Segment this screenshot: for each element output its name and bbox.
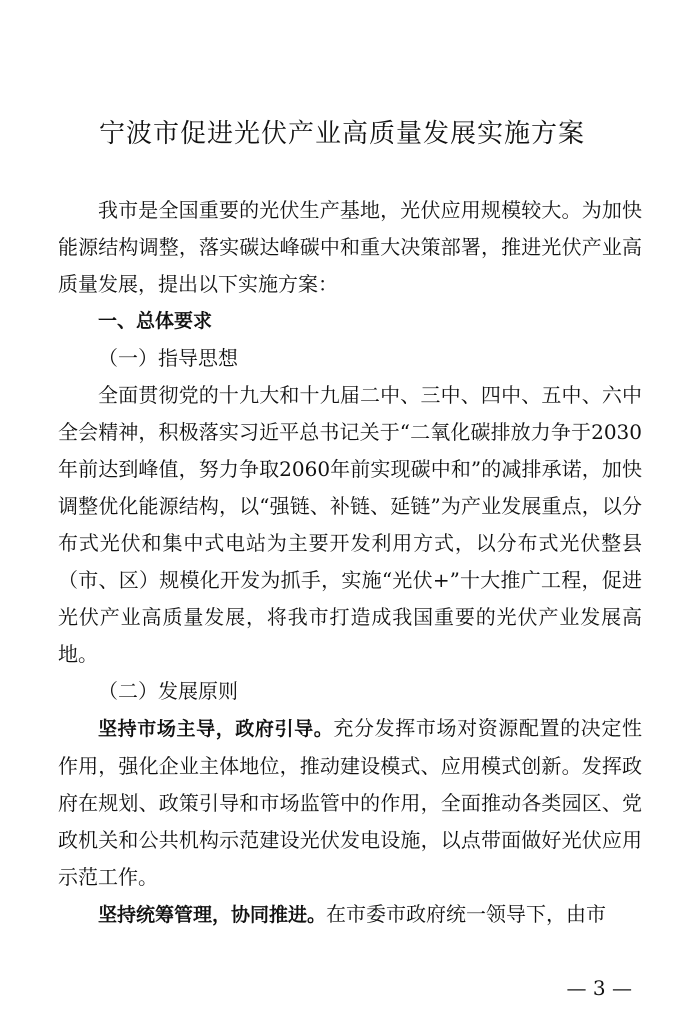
- subsection-heading-guiding-ideology: （一）指导思想: [98, 346, 238, 370]
- principle-2-lead: 坚持统筹管理，协同推进。: [98, 904, 327, 926]
- principle-paragraph-2: [58, 896, 642, 934]
- principle-2-text: 在市委市政府统一领导下，由市: [326, 902, 607, 926]
- document-title: 宁波市促进光伏产业高质量发展实施方案: [98, 119, 585, 149]
- page-number: — 3 —: [566, 976, 632, 1000]
- principle-1-lead: 坚持市场主导，政府引导。: [98, 718, 334, 740]
- subsection-heading-principles: （二）发展原则: [98, 679, 238, 703]
- principle-1-text: 充分发挥市场对资源配置的决定性作用，强化企业主体地位，推动建设模式、应用模式创新。发挥政府在规划、政策引导和市场监管中的作用，全面推动各类园区、党政机关和公共机构示范建设光伏发电设施，以点带面做好光伏应用示范工作。: [58, 716, 642, 889]
- guiding-ideology-paragraph: 全面贯彻党的十九大和十九届二中、三中、四中、五中、六中全会精神，积极落实习近平总书记关于“二氧化碳排放力争于2030年前达到峰值，努力争取2060年前实现碳中和”的减排承诺，加快调整优化能源结构，以“强链、补链、延链”为产业发展重点，以分布式光伏和集中式电站为主要开发利用方式，以分布式光伏整县（市、区）规模化开发为抓手，实施“光伏+”十大推广工程，促进光伏产业高质量发展，将我市打造成我国重要的光伏产业发展高地。: [58, 383, 642, 666]
- principle-paragraph-1: [58, 710, 642, 896]
- intro-paragraph: 我市是全国重要的光伏生产基地，光伏应用规模较大。为加快能源结构调整，落实碳达峰碳中和重大决策部署，推进光伏产业高质量发展，提出以下实施方案：: [58, 198, 642, 296]
- document-body: [58, 192, 642, 934]
- section-heading: 一、总体要求: [98, 310, 213, 332]
